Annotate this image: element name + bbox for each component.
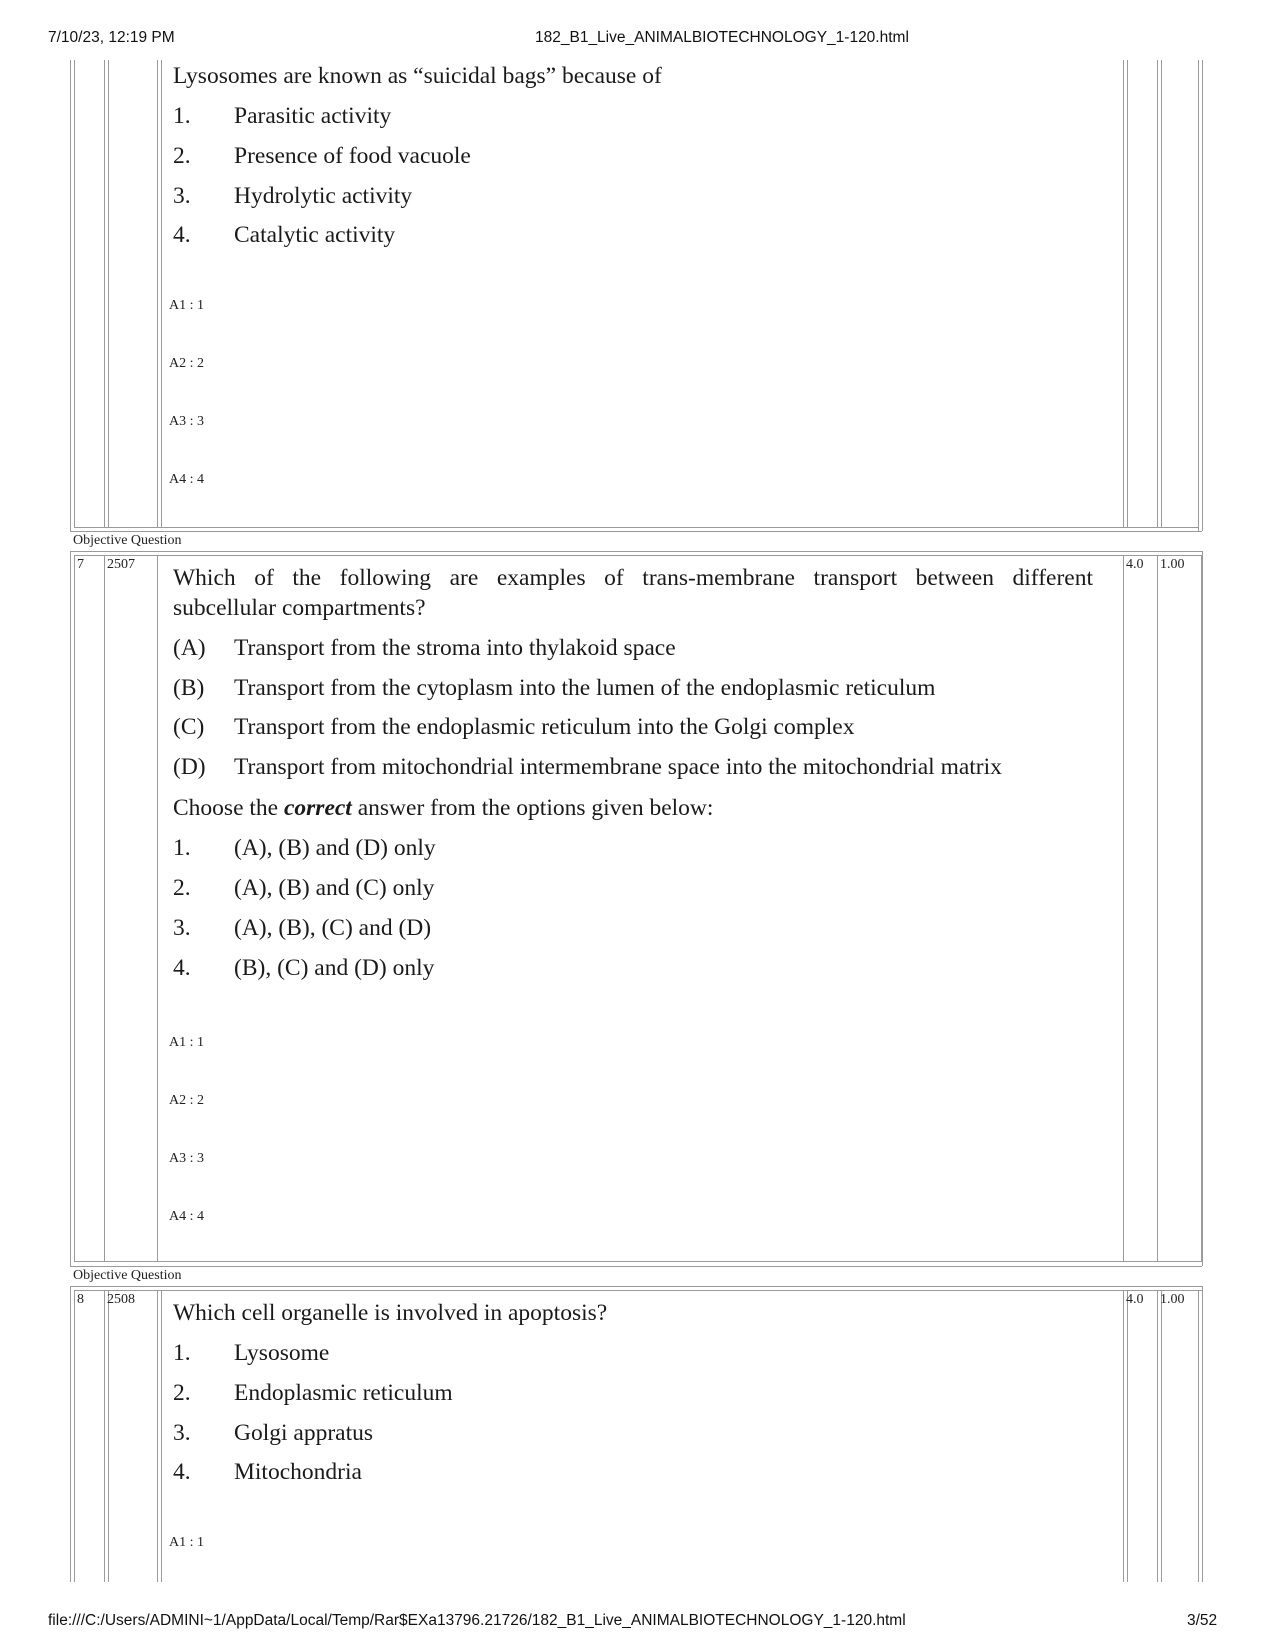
- option-number: 4.: [173, 222, 191, 248]
- statement-text: Transport from mitochondrial intermembrane space into the mitochondrial matrix: [234, 754, 1002, 780]
- question-serial-number: 8: [77, 1292, 84, 1307]
- answer-label: A2 : 2: [169, 356, 204, 371]
- print-page-number: 3/52: [1187, 1612, 1218, 1629]
- option-number: 3.: [173, 183, 191, 209]
- option-number: 4.: [173, 1459, 191, 1485]
- statement-text: Transport from the stroma into thylakoid space: [234, 635, 676, 661]
- answer-label: A1 : 1: [169, 1535, 204, 1550]
- print-datetime: 7/10/23, 12:19 PM: [48, 29, 175, 46]
- option-text: Catalytic activity: [234, 222, 396, 248]
- answer-label: A4 : 4: [169, 1209, 204, 1224]
- option-text: Lysosome: [234, 1340, 330, 1366]
- question-marks: 4.0: [1126, 1292, 1144, 1307]
- statement-text: Transport from the endoplasmic reticulum into the Golgi complex: [234, 714, 855, 740]
- question-text: Lysosomes are known as “suicidal bags” because of: [173, 63, 662, 89]
- option-number: 1.: [173, 1340, 191, 1366]
- negative-marks: 1.00: [1160, 1292, 1185, 1307]
- option-text: Parasitic activity: [234, 103, 392, 129]
- option-number: 2.: [173, 875, 191, 901]
- option-text: (A), (B) and (D) only: [234, 835, 436, 861]
- option-number: 2.: [173, 1380, 191, 1406]
- option-text: (A), (B), (C) and (D): [234, 915, 432, 941]
- answer-label: A4 : 4: [169, 472, 204, 487]
- answer-label: A1 : 1: [169, 1035, 204, 1050]
- section-label: Objective Question: [73, 533, 182, 548]
- question-text: Which cell organelle is involved in apoptosis?: [173, 1300, 608, 1326]
- negative-marks: 1.00: [1160, 557, 1185, 572]
- question-marks: 4.0: [1126, 557, 1144, 572]
- option-text: Golgi appratus: [234, 1420, 374, 1446]
- answer-label: A3 : 3: [169, 1151, 204, 1166]
- option-text: Presence of food vacuole: [234, 143, 471, 169]
- choose-instruction: Choose the correct answer from the options given below:: [173, 795, 714, 821]
- print-document-title: 182_B1_Live_ANIMALBIOTECHNOLOGY_1-120.html: [535, 29, 909, 46]
- statement-label: (B): [173, 675, 205, 701]
- option-text: (A), (B) and (C) only: [234, 875, 435, 901]
- question-serial-number: 7: [77, 557, 84, 572]
- statement-label: (A): [173, 635, 206, 661]
- statement-label: (C): [173, 714, 205, 740]
- option-text: Hydrolytic activity: [234, 183, 413, 209]
- question-id: 2508: [107, 1292, 135, 1307]
- option-number: 2.: [173, 143, 191, 169]
- option-number: 1.: [173, 835, 191, 861]
- option-text: Endoplasmic reticulum: [234, 1380, 453, 1406]
- answer-label: A3 : 3: [169, 414, 204, 429]
- question-text-line-1: Which of the following are examples of trans-membrane transport between different: [173, 565, 1093, 591]
- question-id: 2507: [107, 557, 135, 572]
- section-label: Objective Question: [73, 1268, 182, 1283]
- option-number: 4.: [173, 955, 191, 981]
- option-number: 3.: [173, 1420, 191, 1446]
- option-number: 3.: [173, 915, 191, 941]
- answer-label: A1 : 1: [169, 298, 204, 313]
- statement-text: Transport from the cytoplasm into the lumen of the endoplasmic reticulum: [234, 675, 936, 701]
- statement-label: (D): [173, 754, 206, 780]
- print-file-path: file:///C:/Users/ADMINI~1/AppData/Local/Temp/Rar$EXa13796.21726/182_B1_Live_ANIMALBIOTECHNOLOGY_1-120.html: [48, 1612, 906, 1629]
- option-number: 1.: [173, 103, 191, 129]
- question-text-line-2: subcellular compartments?: [173, 595, 426, 621]
- option-text: (B), (C) and (D) only: [234, 955, 435, 981]
- answer-label: A2 : 2: [169, 1093, 204, 1108]
- option-text: Mitochondria: [234, 1459, 362, 1485]
